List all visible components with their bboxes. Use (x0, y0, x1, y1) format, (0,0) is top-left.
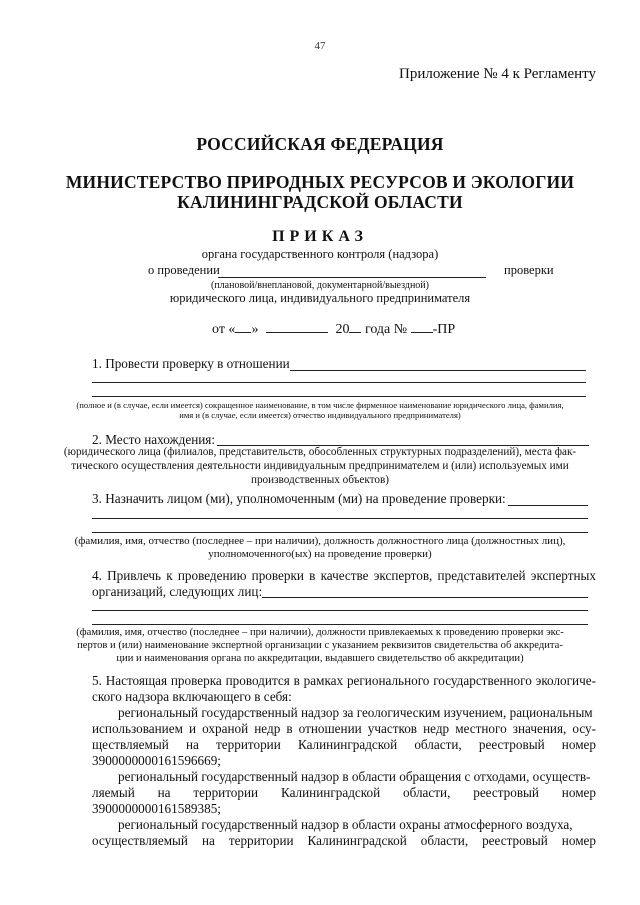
section5-item2-line3: 3900000000161589385; (92, 801, 221, 816)
section4-field-line1[interactable] (262, 597, 588, 598)
section1-field-line1[interactable] (290, 370, 586, 371)
order-subtitle: органа государственного контроля (надзора) (201, 247, 439, 261)
year-field[interactable] (349, 332, 361, 333)
section4-field-line3[interactable] (92, 624, 588, 625)
section5-item3-line1: региональный государственный надзор в области охраны атмосферного воздуха, (118, 817, 573, 832)
page-number: 47 (314, 40, 326, 52)
section1-field-line2[interactable] (92, 382, 586, 383)
section5-item2-line2: ляемый на территории Калининградской области, реестровый номер (92, 785, 596, 800)
section5-item1-line1: региональный государственный надзор за геологическим изучением, рациональным (118, 705, 593, 720)
section5-item1-line2: использованием и охраной недр в отношении участков недр местного значения, осу- (92, 721, 596, 736)
section2-hint-line1: (юридического лица (филиалов, представительств, обособленных структурных подразделений), места фак- (63, 446, 577, 458)
country-heading: РОССИЙСКАЯ ФЕДЕРАЦИЯ (196, 134, 444, 154)
section3-field-line1[interactable] (508, 505, 588, 506)
section1-field-line3[interactable] (92, 396, 586, 397)
section2-hint-line2: тического осуществления деятельности индивидуальным предпринимателем и (или) используемых ими (71, 460, 569, 472)
order-number-label: года № (364, 322, 408, 337)
section4-line1: 4. Привлечь к проведению проверки в качестве экспертов, представителей экспертных (92, 568, 596, 583)
month-field[interactable] (266, 332, 328, 333)
section4-hint-line1: (фамилия, имя, отчество (последнее – при наличии), должности привлекаемых к проведению проверки экс- (76, 627, 564, 638)
conduct-suffix: проверки (504, 263, 554, 277)
section4-line2: организаций, следующих лиц: (92, 584, 263, 599)
date-prefix: от « (212, 322, 236, 337)
section5-item1-line4: 3900000000161596669; (92, 753, 221, 768)
section4-hint-line3: ции и наименования органа по аккредитации, выдавшего свидетельство об аккредитации) (116, 653, 524, 664)
section5-item2-line1: региональный государственный надзор в области обращения с отходами, осуществ- (118, 769, 591, 784)
section2-hint-line3: производственных объектов) (250, 474, 390, 486)
section1-hint-line2: имя и (в случае, если имеется) отчество индивидуального предпринимателя) (179, 410, 461, 420)
order-number-suffix: -ПР (432, 322, 456, 337)
annex-label: Приложение № 4 к Регламенту (399, 66, 596, 82)
conduct-hint: (плановой/внеплановой, документарной/выездной) (211, 280, 429, 291)
year-prefix: 20 (335, 322, 350, 337)
section5-item1-line3: ществляемый на территории Калининградской области, реестровый номер (92, 737, 596, 752)
section5-item3-line2: осуществляемый на территории Калининградской области, реестровый номер (92, 833, 596, 848)
section3-hint-line1: (фамилия, имя, отчество (последнее – при наличии), должность должностного лица (должностных лиц), (74, 535, 566, 547)
section3-field-line3[interactable] (92, 532, 588, 533)
section1-label: 1. Провести проверку в отношении (92, 356, 290, 371)
section5-line2: ского надзора включающего в себя: (92, 689, 292, 704)
section4-field-line2[interactable] (92, 610, 588, 611)
order-number-field[interactable] (411, 332, 433, 333)
section3-field-line2[interactable] (92, 518, 588, 519)
section3-hint-line2: уполномоченного(ых) на проведение проверки) (208, 548, 432, 560)
order-date-line (212, 322, 455, 338)
section2-label: 2. Место нахождения: (92, 432, 216, 447)
section5-line1: 5. Настоящая проверка проводится в рамках регионального государственного экологиче- (92, 673, 596, 688)
order-title: ПРИКАЗ (272, 228, 368, 245)
conduct-type-field[interactable] (218, 277, 486, 278)
section3-label: 3. Назначить лицом (ми), уполномоченным (ми) на проведение проверки: (92, 491, 506, 506)
day-field[interactable] (235, 332, 251, 333)
ministry-heading-line1: МИНИСТЕРСТВО ПРИРОДНЫХ РЕСУРСОВ И ЭКОЛОГИИ (65, 172, 575, 192)
conduct-prefix: о проведении (148, 263, 220, 277)
ministry-heading-line2: КАЛИНИНГРАДСКОЙ ОБЛАСТИ (177, 192, 463, 212)
order-subject: юридического лица, индивидуального предпринимателя (169, 291, 471, 305)
section1-hint-line1: (полное и (в случае, если имеется) сокращенное наименование, в том числе фирменное наименование юридического лица, фамилия, (76, 400, 564, 410)
section4-hint-line2: пертов и (или) наименование экспертной организации с указанием реквизитов свидетельства об аккредита- (77, 640, 563, 651)
date-close: » (251, 322, 259, 337)
